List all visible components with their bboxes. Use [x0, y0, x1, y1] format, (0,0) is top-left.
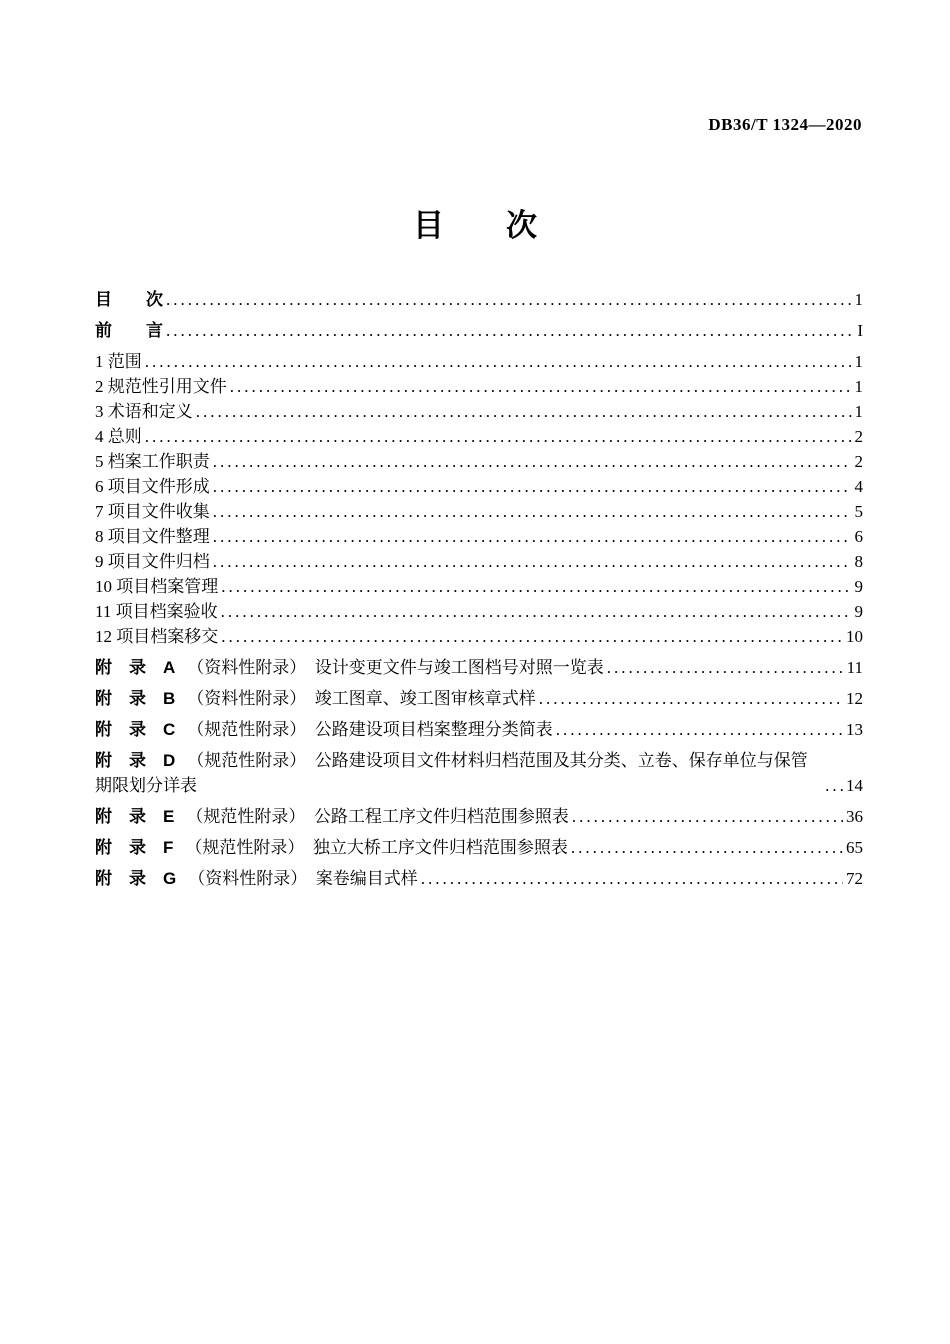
- toc-entry-label: [95, 287, 163, 312]
- toc-entry-text: 3 术语和定义: [95, 402, 193, 421]
- toc-entry-prefix: 附 录 D: [95, 751, 176, 770]
- toc-entry: [95, 318, 863, 343]
- toc-page-number: 1: [854, 377, 863, 396]
- toc-entry-text: 前 言: [95, 321, 163, 340]
- toc-leader-dots: [221, 599, 852, 624]
- toc-entry-label: [95, 717, 553, 742]
- toc-leader-dots: [230, 374, 852, 399]
- toc-entry-label: [95, 748, 822, 798]
- toc-page-number: 6: [854, 527, 863, 546]
- toc-entry-label: [95, 399, 193, 424]
- toc-entry: [95, 574, 863, 599]
- toc-entry: [95, 349, 863, 374]
- toc-page-number: 2: [854, 427, 863, 446]
- toc-entry: [95, 287, 863, 312]
- toc-entry-text: 2 规范性引用文件: [95, 377, 227, 396]
- toc-leader-dots: [213, 549, 852, 574]
- toc-page-number: 65: [846, 838, 863, 857]
- toc-page-number: 1: [854, 290, 863, 309]
- toc-entry-label: [95, 349, 142, 374]
- toc-leader-dots: [221, 574, 851, 599]
- toc-entry: [95, 599, 863, 624]
- toc-entry-label: [95, 449, 210, 474]
- toc-leader-dots: [556, 717, 843, 742]
- toc-entry-text: （资料性附录） 案卷编目式样: [188, 869, 418, 888]
- toc-entry-text: （规范性附录） 公路工程工序文件归档范围参照表: [186, 807, 569, 826]
- toc-entry-label: [95, 374, 227, 399]
- toc-page-number: 5: [854, 502, 863, 521]
- toc-entry-text: 7 项目文件收集: [95, 502, 210, 521]
- toc-entry-prefix: 附 录 B: [95, 689, 176, 708]
- toc-entry-label: [95, 686, 536, 711]
- toc-entry-text: 9 项目文件归档: [95, 552, 210, 571]
- toc-entry-label: [95, 866, 418, 891]
- toc-entry: [95, 499, 863, 524]
- toc-entry-text: （规范性附录） 公路建设项目档案整理分类简表: [187, 720, 553, 739]
- toc-leader-dots: [221, 624, 843, 649]
- toc-entry-text: 8 项目文件整理: [95, 527, 210, 546]
- toc-entry-text: （资料性附录） 竣工图章、竣工图审核章式样: [187, 689, 536, 708]
- toc-leader-dots: [572, 804, 843, 829]
- toc-entry-label: [95, 549, 210, 574]
- toc-entry: [95, 374, 863, 399]
- toc-page-number: 8: [854, 552, 863, 571]
- toc-entry-text: （资料性附录） 设计变更文件与竣工图档号对照一览表: [187, 658, 604, 677]
- toc-page-number: 1: [854, 352, 863, 371]
- toc-page-number: 12: [846, 689, 863, 708]
- toc-entry-prefix: 附 录 G: [95, 869, 177, 888]
- toc-page-number: 72: [846, 869, 863, 888]
- toc-entry: [95, 835, 863, 860]
- toc-entry-text: （规范性附录） 公路建设项目文件材料归档范围及其分类、立卷、保存单位与保管期限划分详表: [95, 751, 808, 795]
- toc-page-number: 14: [846, 776, 863, 795]
- toc-entry: [95, 549, 863, 574]
- page-title: 目 次: [413, 208, 537, 243]
- toc-page-number: 1: [854, 402, 863, 421]
- toc-entry-text: 5 档案工作职责: [95, 452, 210, 471]
- toc-entry-label: [95, 424, 142, 449]
- toc-entry: [95, 624, 863, 649]
- toc-leader-dots: [213, 449, 852, 474]
- toc-leader-dots: [607, 655, 844, 680]
- toc-leader-dots: [196, 399, 852, 424]
- toc-entry: [95, 449, 863, 474]
- doc-number: DB36/T 1324—2020: [708, 115, 862, 134]
- toc-leader-dots: [539, 686, 843, 711]
- toc-entry: [95, 686, 863, 711]
- toc-leader-dots: [421, 866, 843, 891]
- toc-entry-text: 1 范围: [95, 352, 142, 371]
- toc-entry-label: [95, 318, 163, 343]
- toc-entry-label: [95, 499, 210, 524]
- toc-list: [95, 287, 863, 891]
- toc-entry-text: 10 项目档案管理: [95, 577, 219, 596]
- toc-page-number: I: [857, 321, 863, 340]
- toc-leader-dots: [166, 318, 854, 343]
- toc-entry-label: [95, 624, 218, 649]
- toc-entry: [95, 717, 863, 742]
- toc-page-number: 13: [846, 720, 863, 739]
- toc-entry: [95, 655, 863, 680]
- toc-entry: [95, 524, 863, 549]
- toc-entry-label: [95, 804, 569, 829]
- toc-leader-dots: [571, 835, 843, 860]
- toc-entry-text: 12 项目档案移交: [95, 627, 219, 646]
- toc-entry-prefix: 附 录 E: [95, 807, 175, 826]
- toc-leader-dots: [145, 424, 852, 449]
- toc-entry-label: [95, 599, 218, 624]
- toc-entry-label: [95, 524, 210, 549]
- toc-entry-label: [95, 574, 218, 599]
- toc-entry: [95, 424, 863, 449]
- toc-page-number: 10: [846, 627, 863, 646]
- toc-entry-text: 目 次: [95, 290, 163, 309]
- toc-entry: [95, 804, 863, 829]
- toc-leader-dots: [166, 287, 852, 312]
- toc-leader-dots: [213, 524, 852, 549]
- toc-entry-prefix: 附 录 C: [95, 720, 176, 739]
- toc-page-number: 9: [854, 602, 863, 621]
- toc-page-number: 4: [854, 477, 863, 496]
- toc-entry-text: 6 项目文件形成: [95, 477, 210, 496]
- toc-page-number: 36: [846, 807, 863, 826]
- toc-entry-prefix: 附 录 A: [95, 658, 176, 677]
- toc-page-number: 11: [846, 658, 863, 677]
- toc-entry-label: [95, 835, 568, 860]
- toc-entry: [95, 399, 863, 424]
- toc-entry: [95, 748, 863, 798]
- toc-entry: [95, 866, 863, 891]
- toc-page-number: 9: [854, 577, 863, 596]
- toc-entry: [95, 474, 863, 499]
- toc-entry-text: 11 项目档案验收: [95, 602, 218, 621]
- toc-leader-dots: [145, 349, 852, 374]
- toc-entry-label: [95, 474, 210, 499]
- toc-entry-text: 4 总则: [95, 427, 142, 446]
- toc-entry-label: [95, 655, 604, 680]
- toc-leader-dots: [213, 499, 852, 524]
- toc-leader-dots: [825, 773, 843, 798]
- toc-entry-prefix: 附 录 F: [95, 838, 174, 857]
- toc-page-number: 2: [854, 452, 863, 471]
- toc-entry-text: （规范性附录） 独立大桥工序文件归档范围参照表: [185, 838, 568, 857]
- toc-leader-dots: [213, 474, 852, 499]
